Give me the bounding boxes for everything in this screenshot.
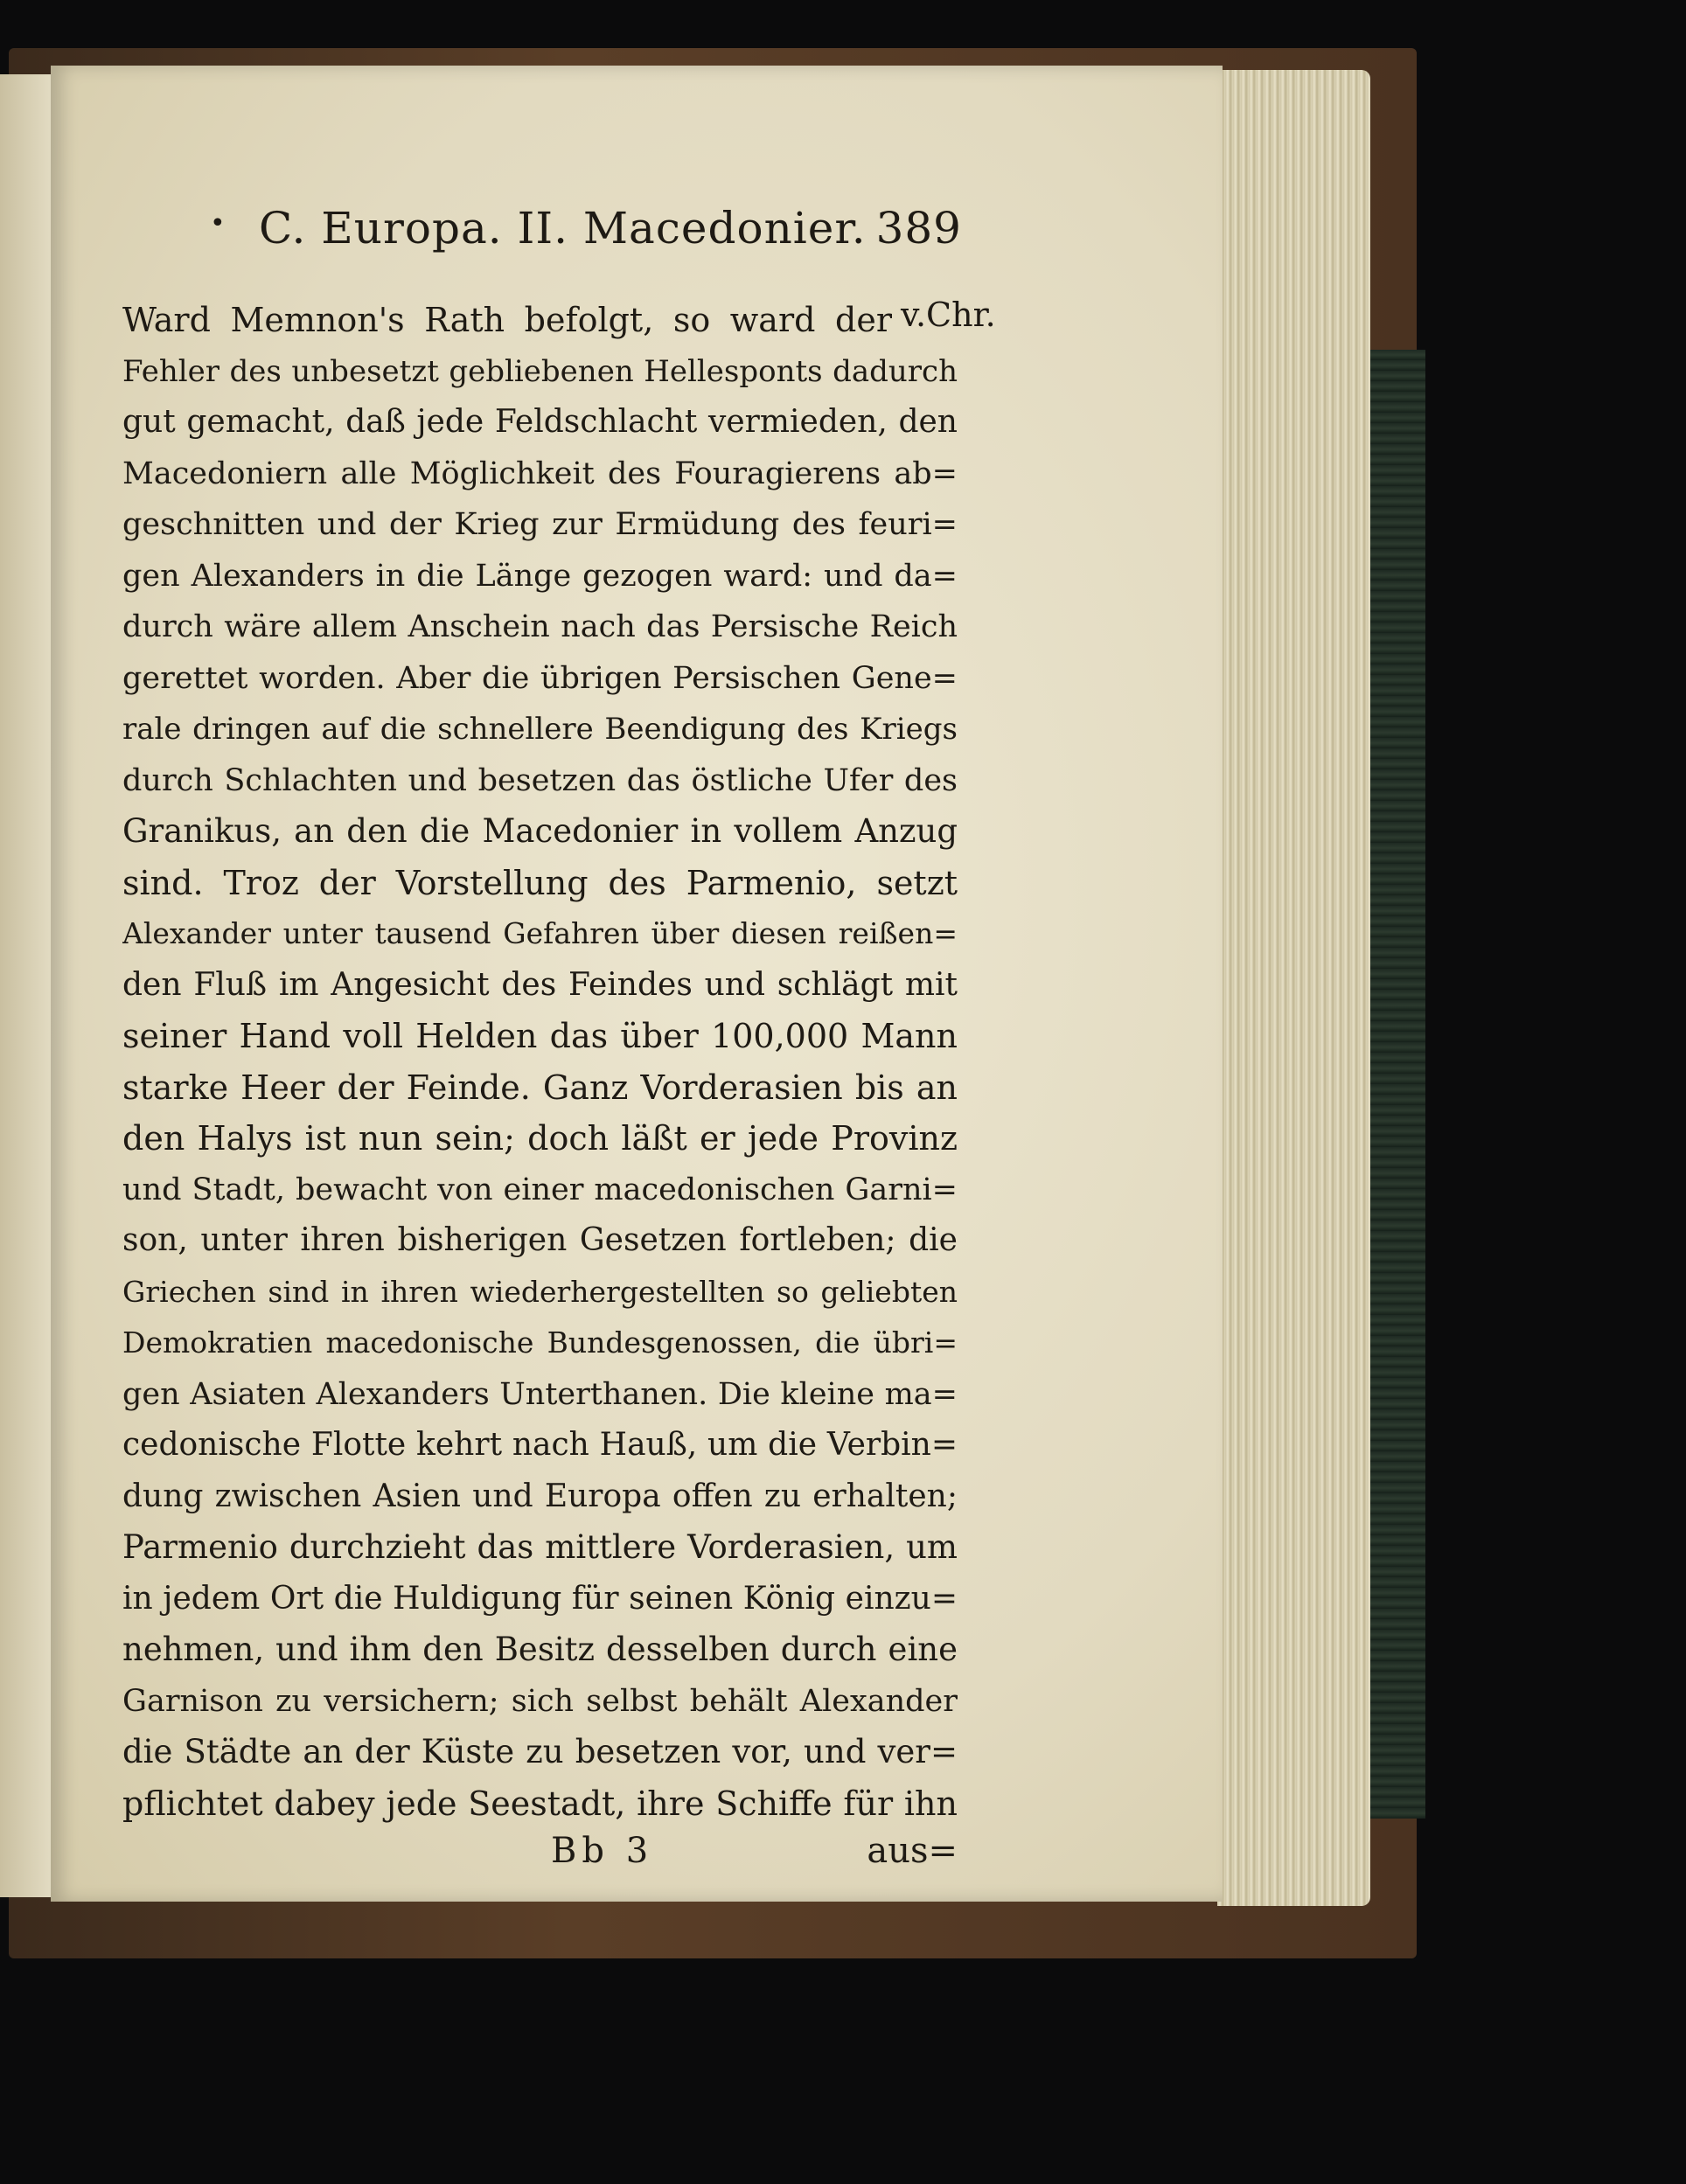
text-line: gen Asiaten Alexanders Unterthanen. Die kleine ma= (122, 1376, 958, 1412)
running-head-title: C. Europa. II. Macedonier. (259, 203, 867, 254)
text-line: Ward Memnon's Rath befolgt, so ward der (122, 301, 892, 339)
signature-mark: Bb 3 (551, 1831, 654, 1871)
text-line: geschnitten und der Krieg zur Ermüdung des feuri= (122, 507, 958, 542)
text-line: in jedem Ort die Huldigung für seinen König einzu= (122, 1580, 958, 1617)
text-line: durch Schlachten und besetzen das östliche Ufer des (122, 762, 958, 798)
text-line: durch wäre allem Anschein nach das Persische Reich (122, 609, 958, 644)
page-stack-edge (1217, 70, 1370, 1906)
text-line: cedonische Flotte kehrt nach Hauß, um die Verbin= (122, 1427, 958, 1463)
text-line: Alexander unter tausend Gefahren über diesen reißen= (122, 916, 958, 950)
text-line: Parmenio durchzieht das mittlere Vorderasien, um (122, 1528, 958, 1566)
facing-page-edge (0, 74, 51, 1897)
page-footer (122, 1831, 958, 1883)
text-line: gen Alexanders in die Länge gezogen ward: und da= (122, 558, 958, 594)
text-line: Garnison zu versichern; sich selbst behält Alexander (122, 1683, 958, 1719)
text-line: den Fluß im Angesicht des Feindes und schlägt mit (122, 966, 958, 1003)
body-text (122, 295, 958, 1829)
text-line: den Halys ist nun sein; doch läßt er jede Provinz (122, 1119, 958, 1158)
text-line: son, unter ihren bisherigen Gesetzen fortleben; die (122, 1222, 958, 1258)
text-line: nehmen, und ihm den Besitz desselben durch eine (122, 1631, 958, 1668)
text-line: seiner Hand voll Helden das über 100,000 Mann (122, 1017, 958, 1055)
text-line: gerettet worden. Aber die übrigen Persischen Gene= (122, 660, 958, 696)
marbled-board-edge (1364, 350, 1425, 1819)
text-line: Griechen sind in ihren wiederhergestellten so geliebten (122, 1274, 958, 1309)
text-line: sind. Troz der Vorstellung des Parmenio, setzt (122, 863, 958, 902)
running-head-bullet: • (210, 208, 226, 239)
text-line: Macedoniern alle Möglichkeit des Fouragierens ab= (122, 456, 958, 491)
page-number: 389 (875, 203, 962, 254)
catchword: aus= (867, 1831, 958, 1871)
text-line: starke Heer der Feinde. Ganz Vorderasien bis an (122, 1068, 958, 1107)
text-line: Granikus, an den die Macedonier in vollem Anzug (122, 812, 958, 850)
running-head (210, 203, 962, 264)
text-line: Demokratien macedonische Bundesgenossen, die übri= (122, 1325, 958, 1360)
text-line: rale dringen auf die schnellere Beendigung des Kriegs (122, 712, 958, 747)
text-line: und Stadt, bewacht von einer macedonischen Garni= (122, 1172, 958, 1207)
text-line: dung zwischen Asien und Europa offen zu erhalten; (122, 1478, 958, 1514)
text-line: die Städte an der Küste zu besetzen vor, und ver= (122, 1733, 958, 1770)
text-line: Fehler des unbesetzt gebliebenen Hellesponts dadurch (122, 353, 958, 389)
margin-note: v.Chr. (901, 296, 996, 334)
text-line: pflichtet dabey jede Seestadt, ihre Schiffe für ihn (122, 1784, 958, 1823)
text-line: gut gemacht, daß jede Feldschlacht vermieden, den (122, 404, 958, 440)
